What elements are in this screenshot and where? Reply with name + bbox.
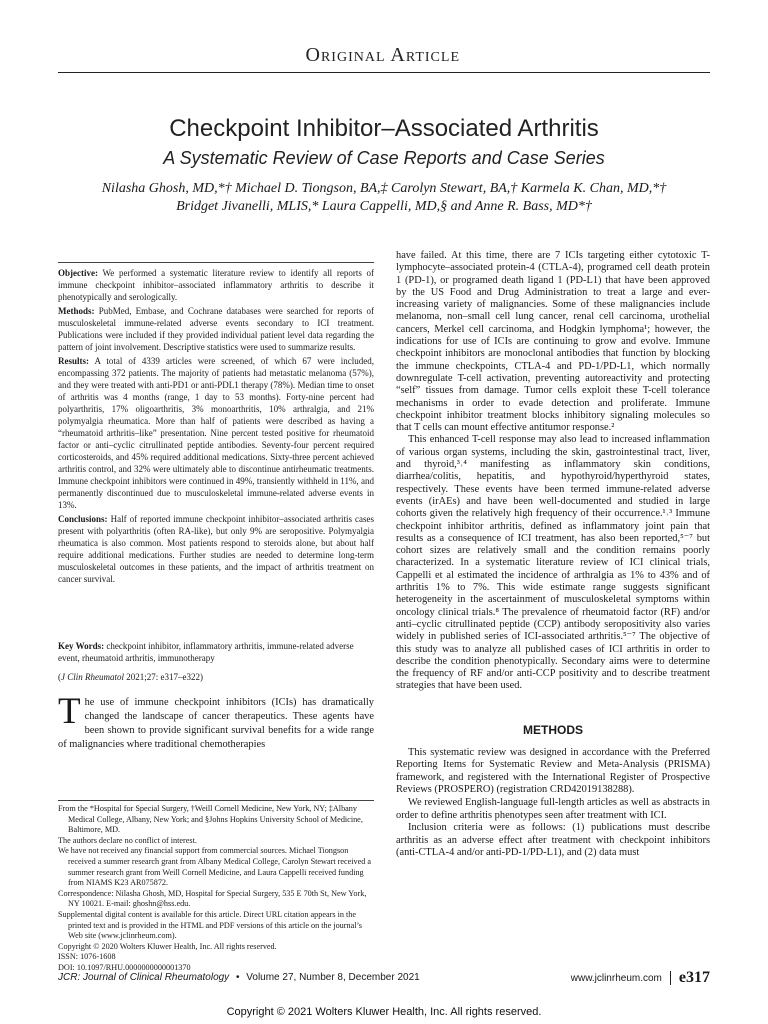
right-column bbox=[396, 250, 710, 860]
footer-page-info bbox=[571, 969, 710, 987]
conclusions-text: Half of reported immune checkpoint inhibitor–associated arthritis cases present with polyarthritis (often RA-like), but only 9% are seropositive. Polymyalgia rheumatica is also common. Most patients respond to steroids alone, but about half require additional medications. Further studies are needed to determine long-term musculoskeletal outcomes in these patients, and the impact of arthritis treatment on cancer survival. bbox=[58, 514, 375, 584]
citation: (J Clin Rheumatol 2021;27: e317–e322) bbox=[58, 672, 203, 682]
methods-paragraph-2: We reviewed English-language full-length articles as well as abstracts in order to define arthritis phenotypes seen after treatment with ICI. bbox=[396, 797, 710, 821]
methods-text: PubMed, Embase, and Cochrane databases were searched for reports of musculoskeletal immune-related adverse events secondary to ICI treatment. Publications were included if they provided individual patient level data regarding the pattern of joint involvement. Descriptive statistics were used to summarize results. bbox=[58, 306, 375, 352]
footnote-correspondence: Correspondence: Nilasha Ghosh, MD, Hospital for Special Surgery, 535 E 70th St, New York, NY 10021. E-mail: ghoshn@hss.edu. bbox=[58, 888, 367, 909]
methods-paragraph-3: Inclusion criteria were as follows: (1) publications must describe arthritis as an adverse effect after treatment with checkpoint inhibitors (anti-CTLA-4 and/or anti-PD-1/PD-L1), and (2) data must bbox=[396, 822, 710, 859]
abstract-results bbox=[58, 355, 374, 511]
body-paragraph-2: This enhanced T-cell response may also lead to increased inflammation of various organ systems, including the skin, gastrointestinal tract, liver, and thyroid,³˒⁴ manifesting as inflammatory skin conditions, diarrhea/colitis, hepatitis, and hypothyroid/hyperthyroid states, respectively. These events have been termed immune-related adverse events (irAEs) and have been well-documented and studied in large cohorts given the relatively high frequency of their occurrence.¹˒³ Immune checkpoint inhibitor arthritis, defined as inflammatory joint pain that results as a consequence of ICI treatment, has also been reported,⁵⁻⁷ but cohort sizes are relatively small and the condition remains poorly characterized. In a systematic literature review of ICI clinical trials, Cappelli et al estimated the incidence of arthralgia as 1% to 43% and of arthritis 1% to 7%. This wide estimate range suggests significant heterogeneity in the ascertainment of musculoskeletal symptoms within oncology clinical trials.⁸ The prevalence of rheumatoid factor (RF) and/or anti–cyclic citrullinated peptide (CCP) antibody seropositivity also varies widely in published series of ICI-associated arthritis.⁵⁻⁷ The objective of this study was to analyze all published cases of ICI arthritis in order to describe the condition phenotypically. Secondary aims were to determine the frequency of RF and/or anti-CCP positivity and to describe treatment strategies that have been used. bbox=[396, 434, 710, 692]
footer-issue: Volume 27, Number 8, December 2021 bbox=[246, 972, 420, 983]
methods-section bbox=[396, 747, 710, 860]
objective-label: Objective: bbox=[58, 268, 98, 278]
footnote-doi: DOI: 10.1097/RHU.0000000000001370 bbox=[58, 962, 191, 972]
keywords-label: Key Words: bbox=[58, 641, 105, 651]
methods-heading: METHODS bbox=[523, 722, 583, 737]
methods-paragraph-1: This systematic review was designed in accordance with the Preferred Reporting Items for Systematic Review and Meta-Analysis (PRISMA) framework, and registered with the International Register of Prospective Reviews (PROSPERO) (registration CRD42019138288). bbox=[396, 746, 710, 796]
footnote-affiliations: From the *Hospital for Special Surgery, †Weill Cornell Medicine, New York, NY; ‡Albany Medical College, Albany, New York; and §Johns Hopkins University School of Medicine, Baltimore, MD. bbox=[58, 804, 363, 835]
header-rule bbox=[58, 72, 710, 73]
footer-journal: JCR: Journal of Clinical Rheumatology bbox=[58, 972, 230, 983]
article-title: Checkpoint Inhibitor–Associated Arthritis bbox=[169, 115, 599, 142]
introduction bbox=[58, 691, 374, 752]
footer-bullet: • bbox=[235, 972, 240, 983]
footnote-issn: ISSN: 1076-1608 bbox=[58, 952, 116, 962]
citation-journal: J Clin Rheumatol bbox=[61, 672, 124, 682]
authors-line-2: Bridget Jivanelli, MLIS,* Laura Cappelli, MD,§ and Anne R. Bass, MD*† bbox=[176, 199, 592, 214]
results-text: A total of 4339 articles were screened, of which 67 were included, encompassing 372 patients. The majority of patients had metastatic melanoma (57%), and they were treated with anti-PD1 or anti-PDL1 therapy (78%). Median time to onset of arthritis was 4 months (range, 1 day to 53 months). Forty-nine percent had polyarthritis, 17% oligoarthritis, 3% monoarthritis, 10% arthralgia, and 21% polymyalgia rheumatica. More than half of patients were described as having a “rheumatoid arthritis–like” presentation. Nine percent tested positive for rheumatoid factor or anti–cyclic citrullinated peptide antibodies. Seventy-four percent required corticosteroids, and 45% required additional medications. Sixty-three percent achieved arthritis control, and 32% were ultimately able to discontinue antirheumatic treatments. Immune checkpoint inhibitors were continued in 49%, transiently withheld in 11%, and permanently discontinued due to musculoskeletal immune-related adverse events in 13%. bbox=[58, 356, 374, 510]
abstract-methods bbox=[58, 305, 374, 353]
authors-line-1: Nilasha Ghosh, MD,*† Michael D. Tiongson, BA,‡ Carolyn Stewart, BA,† Karmela K. Chan, MD,*† bbox=[101, 181, 667, 196]
abstract-objective bbox=[58, 267, 374, 303]
page-number: e317 bbox=[678, 969, 710, 986]
drop-cap: T bbox=[58, 691, 81, 732]
footnotes bbox=[58, 800, 374, 974]
section-label: Original Article bbox=[305, 44, 460, 66]
author-list bbox=[60, 180, 708, 216]
results-label: Results: bbox=[58, 356, 89, 366]
conclusions-label: Conclusions: bbox=[58, 514, 108, 524]
footnote-conflict: The authors declare no conflict of interest. bbox=[58, 835, 197, 845]
citation-details: 2021;27: e317–e322) bbox=[126, 672, 203, 682]
intro-continued bbox=[396, 250, 710, 693]
footer-journal-info bbox=[58, 972, 420, 983]
intro-text: he use of immune checkpoint inhibitors (ICIs) has dramatically changed the landscape of cancer therapeutics. These agents have been shown to provide significant survival benefits for a wide range of malignancies where traditional chemotherapies bbox=[58, 697, 374, 750]
footer-website-link[interactable]: www.jclinrheum.com bbox=[570, 972, 662, 984]
article-subtitle: A Systematic Review of Case Reports and Case Series bbox=[163, 148, 605, 168]
methods-label: Methods: bbox=[58, 306, 95, 316]
body-paragraph-1: have failed. At this time, there are 7 ICIs targeting either cytotoxic T-lymphocyte–associated protein-4 (CTLA-4), programed cell death protein 1 (PD-1), or programed death ligand 1 (PD-L1) that have been approved by the US Food and Drug Administration to treat a large and ever-increasing variety of malignancies. Some of these malignancies include melanoma, non–small cell lung cancer, renal cell carcinoma, urothelial cancers, Merkel cell carcinoma, and Hodgkin lymphoma¹; however, the indications for use of ICIs are continuing to grow and evolve. Immune checkpoint inhibitors are monoclonal antibodies that function by blocking the immune checkpoints, CTLA-4 and PD-1/PD-L1, which normally downregulate T-cell activation, preventing autoreactivity and protecting “self” tissues from damage. Tumor cells exploit these T-cell tolerance mechanisms in order to evade detection and proliferate. Immune checkpoint inhibitor treatment blocks inhibitory signaling molecules so that T cells can mount effective antitumor response.² bbox=[396, 250, 710, 434]
objective-text: We performed a systematic literature review to identify all reports of immune checkpoint inhibitor–associated inflammatory arthritis to describe it phenotypically and serologically. bbox=[58, 268, 374, 302]
keywords-text: checkpoint inhibitor, inflammatory arthritis, immune-related adverse event, rheumatoid arthritis, immunotherapy bbox=[58, 641, 354, 663]
footnote-funding: We have not received any financial support from commercial sources. Michael Tiongson received a summer research grant from Albany Medical College, Carolyn Stewart received a summer research grant from Weill Cornell Medicine, and Laura Cappelli received funding from NIAMS K23 AR075872. bbox=[58, 846, 372, 888]
abstract-conclusions bbox=[58, 513, 374, 585]
keywords bbox=[58, 640, 374, 664]
copyright-notice: Copyright © 2021 Wolters Kluwer Health, Inc. All rights reserved. bbox=[226, 1006, 542, 1018]
footer-separator bbox=[670, 971, 671, 985]
footnote-supplemental: Supplemental digital content is available for this article. Direct URL citation appears in the printed text and is provided in the HTML and PDF versions of this article on the journal’s Web site (www.jclinrheum.com). bbox=[58, 909, 362, 941]
abstract bbox=[58, 262, 374, 587]
footnote-copyright: Copyright © 2020 Wolters Kluwer Health, Inc. All rights reserved. bbox=[58, 941, 277, 951]
